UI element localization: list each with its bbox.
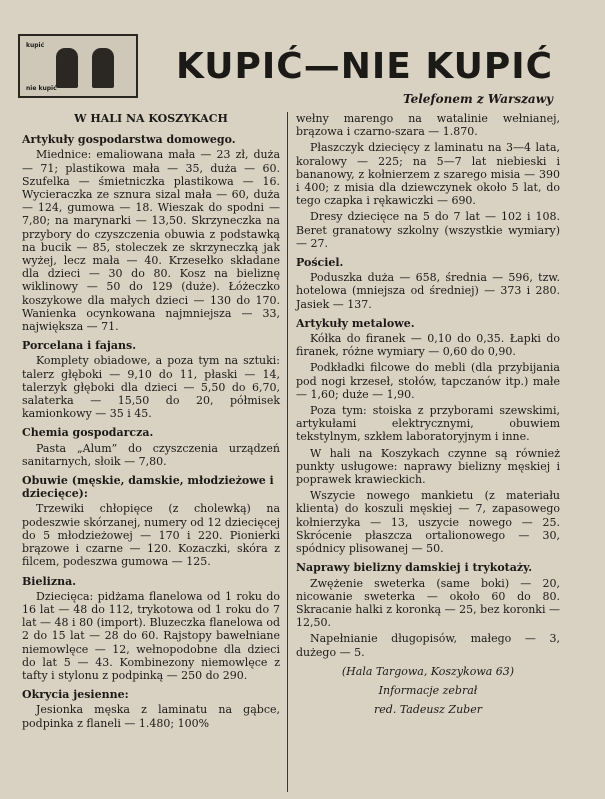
section-text-metal-1: Kółka do firanek — 0,10 do 0,35. Łapki do firanek, różne wymiary — 0,60 do 0,90. [296,332,560,359]
column-divider [287,112,288,792]
section-text-bedding: Poduszka duża — 658, średnia — 596, tzw. hotelowa (mniejsza od średniej) — 373 i 280. Jasiek — 137. [296,271,560,311]
logo-figure-2 [92,48,114,88]
left-column [22,108,280,733]
pen-refill: Napełnianie długopisów, małego — 3, dużego — 5. [296,632,560,659]
section-text-chemistry: Pasta „Alum” do czyszczenia urządzeń sanitarnych, słoik — 7,80. [22,441,280,468]
other-stands: Poza tym: stoiska z przyborami szewskimi, artykułami elektrycznymi, obuwiem tekstylnym, szkłem laboratoryjnym i inne. [296,404,560,444]
section-title-outerwear: Okrycia jesienne: [22,688,129,702]
footer-info: Informacje zebrał [378,683,478,697]
services-intro: W hali na Koszykach czynne są również punkty usługowe: naprawy bielizny męskiej i poprawek krawieckich. [296,446,560,487]
children-coats: Płaszczyk dziecięcy z laminatu na 3—4 lata, koralowy — 225; na 5—7 lat niebieski i bananowy, z kołnierzem z szarego misia — 390 i 400; z misia dla dziewczynek około 5 lat, do tego czapka i rękawiczki — 690. [296,141,560,208]
article-subtitle: Telefonem z Warszawy [403,92,553,106]
section-title-underwear: Bielizna. [22,574,77,588]
services-cuffs: Wszycie nowego mankietu (z materiału klienta) do koszuli męskiej — 7, zapasowego kołnierzyka — 13, uszycie nowego — 25. Skrócenie płaszcza ortalionowego — 30, spódnicy plisowanej — 50. [296,489,560,556]
section-text-metal-2: Podkładki filcowe do mebli (dla przybijania pod nogi krzeseł, stołów, tapczanów itp.) małe — 1,60; duże — 1,90. [296,361,560,401]
children-tracksuits: Dresy dziecięce na 5 do 7 lat — 102 i 108. Beret granatowy szkolny (wszystkie wymiary) — 27. [296,210,560,250]
section-text-underwear: Dziecięca: pidżama flanelowa od 1 roku do 16 lat — 48 do 112, trykotowa od 1 roku do 7 lat — 48 i 80 (import). Bluzeczka flanelowa od 2 do 15 lat — 28 do 60. Rajstopy bawełniane niemowlęce — 12, wełnopodobne dla dzieci do lat 5 — 43. Kombinezony niemowlęce z tafty i stylonu z podpinką — 250 do 290. [22,589,280,682]
section-text-porcelain: Komplety obiadowe, a poza tym na sztuki: talerz głęboki — 9,10 do 11, płaski — 14, talerzyk głęboki dla dzieci — 5,50 do 6,70, salaterka — 15,50 do 20, półmisek kamionkowy — 35 i 45. [22,354,280,421]
logo-figure-1 [56,48,78,88]
section-title-metal: Artykuły metalowe. [296,316,415,330]
section-text-ladies-repairs: Zwężenie sweterka (same boki) — 20, nicowanie sweterka — około 60 do 80. Skracanie halki z koronką — 25, bez koronki — 12,50. [296,576,560,630]
logo-top-text: kupić [26,42,45,49]
column-logo [18,34,138,98]
section-title-porcelain: Porcelana i fajans. [22,339,137,353]
outerwear-continued: wełny marengo na watalinie wełnianej, brązowa i czarno-szara — 1.870. [296,112,560,139]
logo-bottom-text: nie kupić [26,85,57,92]
section-text-household: Miednice: emaliowana mała — 23 zł, duża — 71; plastikowa mała — 35, duża — 60. Szufelka — śmietniczka plastikowa — 16. Wycieraczka ze sznura sizal mała — 60, duża — 124, gumowa — 18. Wieszak do spodni — 7,80; na marynarki — 13,50. Skrzyneczka na przybory do czyszczenia obuwia z podstawką na bucik — 85, stoleczek ze skrzyneczką jak wyżej, lecz mała — 40. Krzesełko składane dla dzieci — 30 do 80. Kosz na bieliznę wiklinowy — 50 do 129 (duże). Łóżeczko koszykowe dla małych dzieci — 130 do 170. Wanienka ocynkowana najmniejsza — 33, największa — 71. [22,148,280,334]
footer-author: red. Tadeusz Zuber [374,703,482,717]
article-title: KUPIĆ—NIE KUPIĆ [176,46,554,87]
section-title-footwear: Obuwie (męskie, damskie, młodzieżowe i dziecięce): [22,474,274,501]
section-title-bedding: Pościel. [296,256,344,270]
section-text-outerwear: Jesionka męska z laminatu na gąbce, podpinka z flaneli — 1.480; 100% [22,703,280,730]
left-heading: W HALI NA KOSZYKACH [74,112,228,125]
section-title-chemistry: Chemia gospodarcza. [22,426,154,440]
footer-place: (Hala Targowa, Koszykowa 63) [341,664,515,678]
section-text-footwear: Trzewiki chłopięce (z cholewką) na podeszwie skórzanej, numery od 12 dziecięcej do 5 młodzieżowej — 170 i 220. Pionierki brązowe i czarne — 120. Kozaczki, skóra z filcem, podeszwa gumowa — 125. [22,502,281,569]
section-title-household: Artykuły gospodarstwa domowego. [22,133,236,147]
section-title-ladies-repairs: Naprawy bielizny damskiej i trykotaży. [296,561,533,575]
right-column [296,112,560,719]
